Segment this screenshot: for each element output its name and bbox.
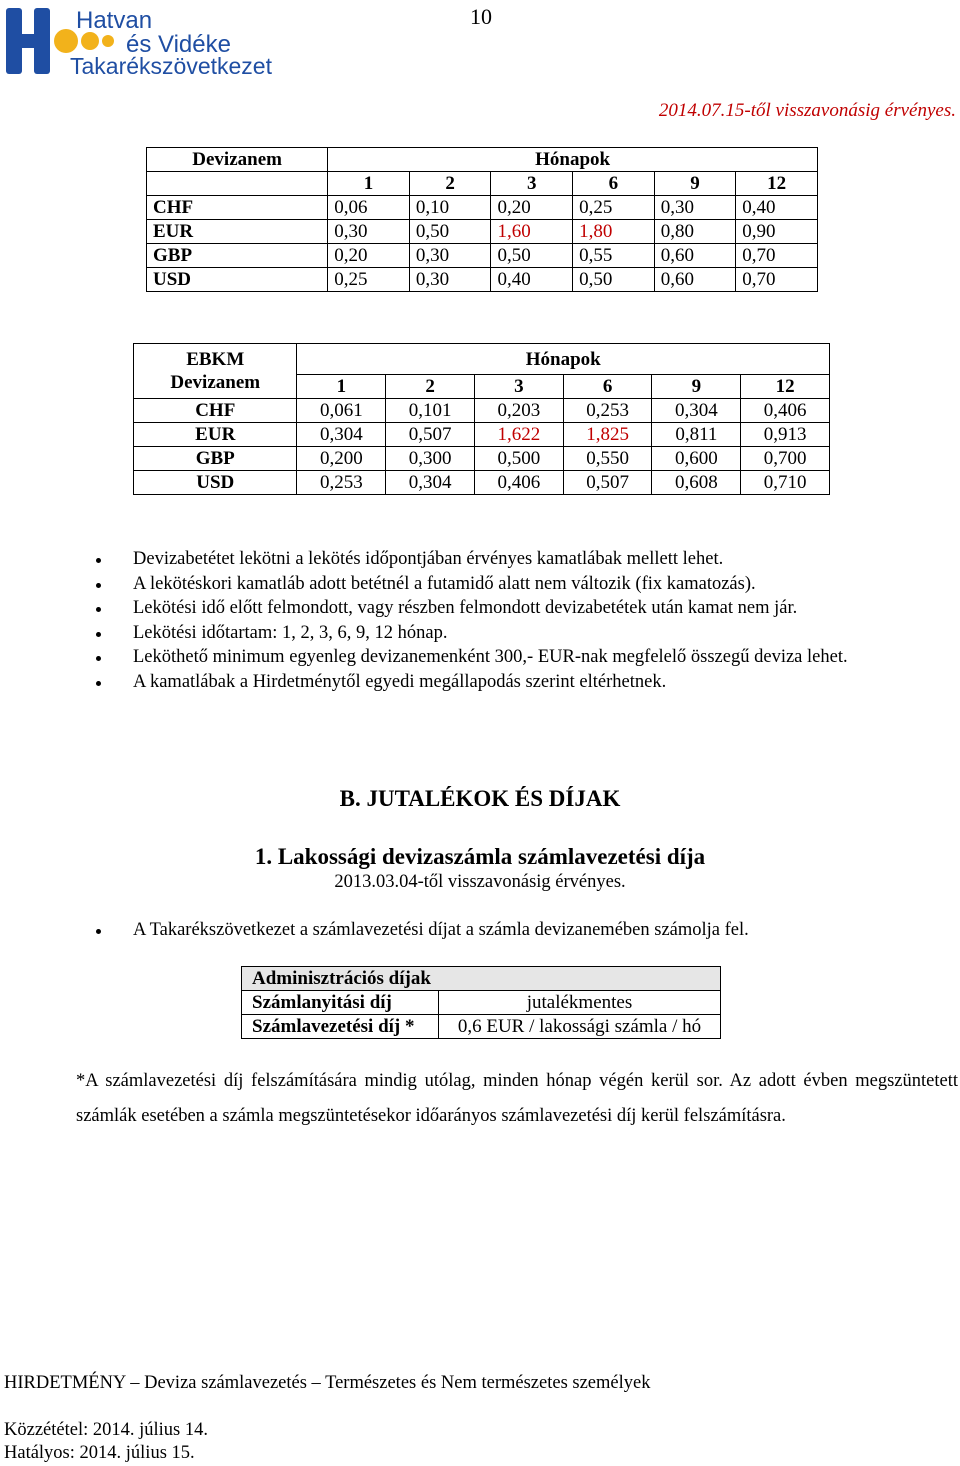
currency-cell: EUR	[134, 423, 297, 447]
section-heading-1: 1. Lakossági devizaszámla számlavezetési díja	[254, 844, 706, 869]
month-header: 3	[491, 172, 573, 196]
list-item-text: Devizabetétet lekötni a lekötés időpontjában érvényes kamatlábak mellett lehet.	[133, 549, 724, 569]
list-item	[0, 621, 960, 646]
rate-cell: 0,60	[654, 268, 736, 292]
currency-cell: CHF	[147, 196, 328, 220]
rate-cell: 0,90	[736, 220, 818, 244]
table-row	[147, 220, 818, 244]
ebkm-cell: 0,500	[474, 447, 563, 471]
ebkm-cell: 0,200	[297, 447, 386, 471]
rate-cell: 0,30	[409, 268, 491, 292]
rate-cell: 0,60	[654, 244, 736, 268]
currency-cell: USD	[147, 268, 328, 292]
rate-cell: 0,40	[736, 196, 818, 220]
rate-cell: 0,70	[736, 244, 818, 268]
deposit-rules-list	[0, 547, 960, 695]
currency-label: Devizanem	[170, 372, 261, 393]
ebkm-cell: 0,608	[652, 471, 741, 495]
ebkm-cell: 0,101	[386, 399, 475, 423]
rate-cell: 0,55	[573, 244, 655, 268]
rate-cell: 0,80	[654, 220, 736, 244]
month-header: 3	[474, 375, 563, 399]
ebkm-cell: 0,507	[563, 471, 652, 495]
rate-cell: 0,10	[409, 196, 491, 220]
ebkm-cell: 0,507	[386, 423, 475, 447]
month-header: 9	[652, 375, 741, 399]
ebkm-cell: 0,600	[652, 447, 741, 471]
rate-cell: 0,30	[654, 196, 736, 220]
empty-cell	[147, 172, 328, 196]
interest-rate-table	[146, 147, 818, 292]
currency-cell: GBP	[134, 447, 297, 471]
months-group-header: Hónapok	[328, 148, 818, 172]
month-header: 2	[386, 375, 475, 399]
logo-graphic	[4, 4, 304, 78]
list-item-text: A kamatlábak a Hirdetménytől egyedi megállapodás szerint eltérhetnek.	[133, 671, 667, 692]
page-number: 10	[470, 4, 492, 29]
fee-value: 0,6 EUR / lakossági számla / hó	[439, 1015, 721, 1039]
rate-cell-highlighted: 1,60	[491, 220, 573, 244]
ebkm-cell: 0,406	[741, 399, 830, 423]
footer-title: HIRDETMÉNY – Deviza számlavezetés – Természetes és Nem természetes személyek	[4, 1373, 651, 1393]
table-row	[134, 471, 830, 495]
table-row	[242, 991, 721, 1015]
list-item-text: Lekötési időtartam: 1, 2, 3, 6, 9, 12 hónap.	[133, 622, 448, 643]
month-header: 12	[736, 172, 818, 196]
ebkm-cell: 0,253	[563, 399, 652, 423]
month-header: 12	[741, 375, 830, 399]
ebkm-cell: 0,811	[652, 423, 741, 447]
ebkm-cell: 0,253	[297, 471, 386, 495]
fee-value: jutalékmentes	[439, 991, 721, 1015]
fee-rules-list	[0, 918, 960, 943]
months-group-header: Hónapok	[297, 344, 830, 375]
rate-cell: 0,30	[328, 220, 410, 244]
rate-cell: 0,50	[409, 220, 491, 244]
ebkm-table	[133, 343, 830, 495]
ebkm-cell: 0,304	[652, 399, 741, 423]
month-header: 9	[654, 172, 736, 196]
list-item	[0, 918, 960, 943]
ebkm-cell: 0,304	[386, 471, 475, 495]
ebkm-cell: 0,300	[386, 447, 475, 471]
rate-cell: 0,40	[491, 268, 573, 292]
ebkm-cell: 0,406	[474, 471, 563, 495]
footer-published: Közzététel: 2014. július 14.	[4, 1420, 208, 1440]
rate-cell: 0,70	[736, 268, 818, 292]
logo-line-3: Takarékszövetkezet	[70, 53, 272, 78]
currency-cell: EUR	[147, 220, 328, 244]
ebkm-cell: 0,710	[741, 471, 830, 495]
list-item-text: A Takarékszövetkezet a számlavezetési díjat a számla devizanemében számolja fel.	[133, 920, 749, 940]
list-item-text: Lekötési idő előtt felmondott, vagy részben felmondott devizabetétek után kamat nem jár.	[133, 598, 798, 619]
ebkm-label: EBKM	[186, 349, 245, 370]
table-row	[242, 1015, 721, 1039]
list-item	[0, 596, 960, 621]
ebkm-column-header	[134, 344, 297, 399]
rate-cell: 0,06	[328, 196, 410, 220]
ebkm-cell: 0,203	[474, 399, 563, 423]
fee-table	[241, 966, 721, 1039]
ebkm-cell-highlighted: 1,622	[474, 423, 563, 447]
rate-cell: 0,20	[328, 244, 410, 268]
fee-table-header: Adminisztrációs díjak	[242, 967, 721, 991]
rate-cell: 0,25	[328, 268, 410, 292]
list-item	[0, 670, 960, 695]
rate-cell: 0,50	[491, 244, 573, 268]
month-header: 1	[328, 172, 410, 196]
month-header: 6	[573, 172, 655, 196]
table-row	[147, 196, 818, 220]
bullet-icon	[96, 583, 101, 588]
ebkm-cell: 0,550	[563, 447, 652, 471]
fee-label: Számlavezetési díj *	[242, 1015, 439, 1039]
section-validity: 2013.03.04-től visszavonásig érvényes.	[334, 872, 626, 892]
table-row	[147, 244, 818, 268]
currency-cell: CHF	[134, 399, 297, 423]
table-row	[134, 423, 830, 447]
ebkm-cell: 0,700	[741, 447, 830, 471]
month-header: 2	[409, 172, 491, 196]
bullet-icon	[96, 607, 101, 612]
table-row	[134, 399, 830, 423]
bullet-icon	[96, 929, 101, 934]
rate-cell-highlighted: 1,80	[573, 220, 655, 244]
rate-cell: 0,30	[409, 244, 491, 268]
fee-label: Számlanyitási díj	[242, 991, 439, 1015]
bullet-icon	[96, 656, 101, 661]
currency-cell: GBP	[147, 244, 328, 268]
ebkm-cell-highlighted: 1,825	[563, 423, 652, 447]
currency-cell: USD	[134, 471, 297, 495]
logo-line-1: Hatvan	[76, 7, 153, 34]
logo-line-2: és Vidéke	[126, 31, 231, 58]
bullet-icon	[96, 632, 101, 637]
ebkm-cell: 0,304	[297, 423, 386, 447]
month-header: 1	[297, 375, 386, 399]
rate-cell: 0,50	[573, 268, 655, 292]
rate-cell: 0,25	[573, 196, 655, 220]
rate-cell: 0,20	[491, 196, 573, 220]
list-item-text: Leköthető minimum egyenleg devizanemenként 300,- EUR-nak megfelelő összegű deviza lehet.	[133, 647, 848, 668]
table-row	[134, 447, 830, 471]
footer-effective: Hatályos: 2014. július 15.	[4, 1443, 195, 1463]
month-header: 6	[563, 375, 652, 399]
section-heading-b: B. JUTALÉKOK ÉS DÍJAK	[339, 786, 621, 811]
company-logo	[4, 4, 304, 78]
bullet-icon	[96, 558, 101, 563]
list-item-text: A lekötéskori kamatláb adott betétnél a futamidő alatt nem változik (fix kamatozás).	[133, 573, 756, 594]
validity-note: 2014.07.15-től visszavonásig érvényes.	[658, 100, 956, 121]
list-item	[0, 645, 960, 670]
list-item	[0, 547, 960, 572]
ebkm-cell: 0,061	[297, 399, 386, 423]
bullet-icon	[96, 681, 101, 686]
ebkm-cell: 0,913	[741, 423, 830, 447]
footnote: *A számlavezetési díj felszámítására mindig utólag, minden hónap végén kerül sor. Az adott évben megszüntetett számlák esetében a számla megszüntetésekor időarányos számlavezetési díj kerül felszámításra.	[76, 1071, 958, 1126]
currency-column-header: Devizanem	[147, 148, 328, 172]
list-item	[0, 572, 960, 597]
table-row	[147, 268, 818, 292]
